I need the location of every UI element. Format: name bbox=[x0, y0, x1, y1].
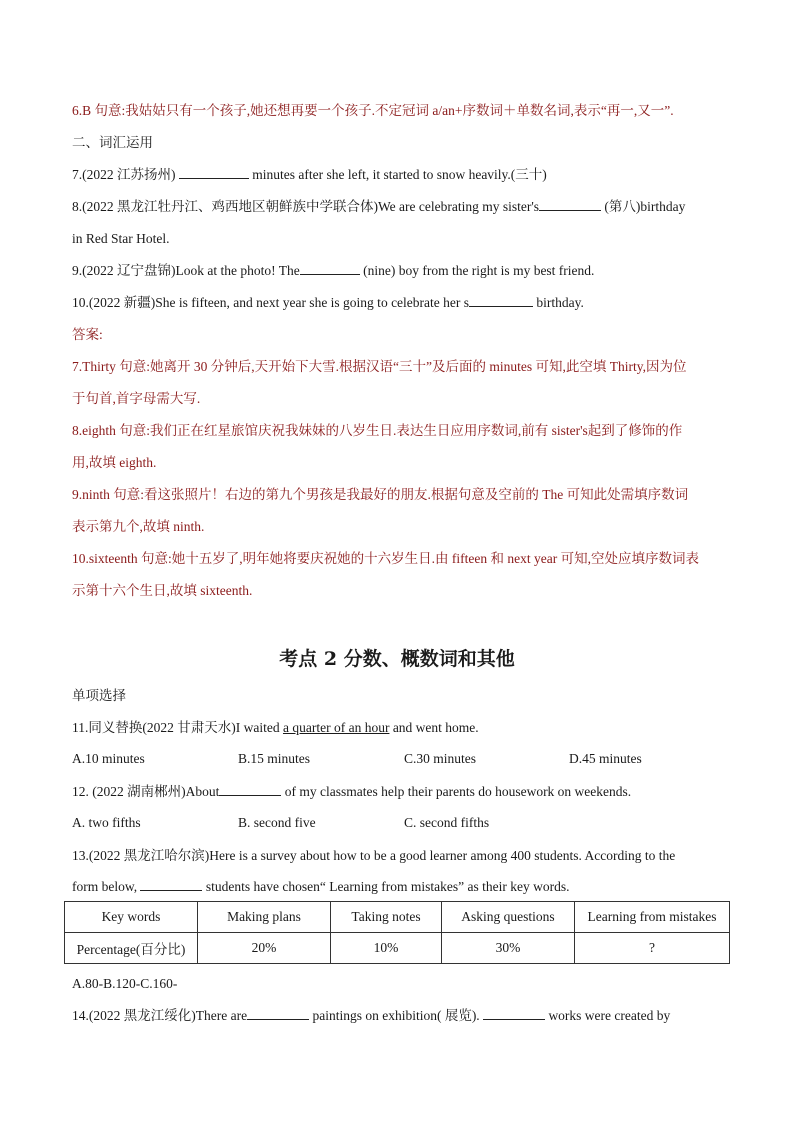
question-12 bbox=[72, 783, 631, 801]
underlined-phrase: a quarter of an hour bbox=[282, 720, 390, 735]
question-text: 11.同义替换(2022 甘肃天水)I waited bbox=[72, 720, 283, 735]
question-13-line1: 13.(2022 黑龙江哈尔滨)Here is a survey about how to be a good learner among 400 students. According to the bbox=[72, 848, 676, 863]
answer-6 bbox=[72, 102, 674, 120]
answer-8-line1: 8.eighth 句意:我们正在红星旅馆庆祝我妹妹的八岁生日.表达生日应用序数词,前有 sister's起到了修饰的作 bbox=[72, 423, 683, 438]
table-cell: Taking notes bbox=[331, 902, 442, 933]
answer-9-line2: 表示第九个,故填 ninth. bbox=[72, 519, 205, 534]
question-text: 7.(2022 江苏扬州) bbox=[72, 167, 179, 182]
option-d[interactable]: D.45 minutes bbox=[569, 751, 642, 766]
answer-7-line2: 于句首,首字母需大写. bbox=[72, 391, 201, 406]
section-heading: 二、词汇运用 bbox=[72, 135, 153, 150]
answer-blank[interactable] bbox=[300, 262, 360, 275]
option-b[interactable]: B.15 minutes bbox=[238, 751, 311, 766]
question-text: minutes after she left, it started to snow heavily.(三十) bbox=[248, 167, 547, 182]
question-text: birthday. bbox=[533, 295, 584, 310]
section-title: 考点 2 分数、概数词和其他 bbox=[279, 648, 515, 670]
option-b[interactable]: B. second five bbox=[238, 815, 316, 830]
table-cell: Key words bbox=[65, 902, 198, 933]
question-text: 9.(2022 辽宁盘锦)Look at the photo! The bbox=[72, 263, 300, 278]
table-cell: 30% bbox=[442, 933, 575, 964]
answer-9-line1: 9.ninth 句意:看这张照片！右边的第九个男孩是我最好的朋友.根据句意及空前的 The 可知此处需填序数词 bbox=[72, 487, 689, 502]
question-8-cont: in Red Star Hotel. bbox=[72, 231, 170, 246]
question-11 bbox=[72, 719, 479, 737]
question-13-options[interactable]: A.80-B.120-C.160- bbox=[72, 976, 178, 991]
question-text: works were created by bbox=[545, 1008, 671, 1023]
table-cell: 10% bbox=[331, 933, 442, 964]
question-text: (第八)birthday bbox=[601, 199, 686, 214]
table-cell: Learning from mistakes bbox=[575, 902, 730, 933]
question-text: 12. (2022 湖南郴州)About bbox=[72, 784, 220, 799]
answer-blank[interactable] bbox=[483, 1007, 545, 1020]
question-text: 14.(2022 黑龙江绥化)There are bbox=[72, 1008, 248, 1023]
survey-table bbox=[64, 901, 730, 964]
answers-label: 答案: bbox=[72, 327, 103, 342]
answer-7-line1: 7.Thirty 句意:她离开 30 分钟后,天开始下大雪.根据汉语“三十”及后面的 minutes 可知,此空填 Thirty,因为位 bbox=[72, 359, 687, 374]
question-8 bbox=[72, 198, 685, 216]
answer-blank[interactable] bbox=[219, 783, 281, 796]
option-c[interactable]: C. second fifths bbox=[404, 815, 490, 830]
answer-10-line1: 10.sixteenth 句意:她十五岁了,明年她将要庆祝她的十六岁生日.由 fifteen 和 next year 可知,空处应填序数词表 bbox=[72, 551, 699, 566]
option-c[interactable]: C.30 minutes bbox=[404, 751, 477, 766]
answer-blank[interactable] bbox=[469, 294, 533, 307]
answer-blank[interactable] bbox=[140, 878, 202, 891]
answer-text: 句意:我姑姑只有一个孩子,她还想再要一个孩子.不定冠词 a/an+序数词＋单数名词,表示“再一,又一”. bbox=[94, 103, 674, 118]
question-14 bbox=[72, 1007, 670, 1025]
answer-number: 6.B bbox=[72, 103, 92, 118]
question-text: and went home. bbox=[389, 720, 479, 735]
table-cell: 20% bbox=[198, 933, 331, 964]
answer-10-line2: 示第十六个生日,故填 sixteenth. bbox=[72, 583, 253, 598]
question-9 bbox=[72, 262, 594, 280]
answer-blank[interactable] bbox=[247, 1007, 309, 1020]
question-text: 8.(2022 黑龙江牡丹江、鸡西地区朝鲜族中学联合体)We are celebrating my sister's bbox=[72, 199, 540, 214]
single-choice-label: 单项选择 bbox=[72, 688, 126, 703]
table-cell: Making plans bbox=[198, 902, 331, 933]
question-text: (nine) boy from the right is my best friend. bbox=[359, 263, 595, 278]
table-row bbox=[65, 933, 730, 964]
table-cell: Asking questions bbox=[442, 902, 575, 933]
question-text: students have chosen“ Learning from mistakes” as their key words. bbox=[202, 879, 570, 894]
question-text: of my classmates help their parents do housework on weekends. bbox=[281, 784, 632, 799]
option-a[interactable]: A.10 minutes bbox=[72, 751, 145, 766]
table-cell: ? bbox=[575, 933, 730, 964]
question-10 bbox=[72, 294, 584, 312]
table-header-row bbox=[65, 902, 730, 933]
question-text: 10.(2022 新疆)She is fifteen, and next year she is going to celebrate her s bbox=[72, 295, 470, 310]
table-cell: Percentage(百分比) bbox=[65, 933, 198, 964]
question-13-line2 bbox=[72, 878, 570, 896]
question-text: paintings on exhibition( 展览). bbox=[309, 1008, 484, 1023]
answer-blank[interactable] bbox=[539, 198, 601, 211]
answer-8-line2: 用,故填 eighth. bbox=[72, 455, 157, 470]
answer-blank[interactable] bbox=[179, 166, 249, 179]
option-a[interactable]: A. two fifths bbox=[72, 815, 141, 830]
question-text: form below, bbox=[72, 879, 141, 894]
question-7 bbox=[72, 166, 547, 184]
